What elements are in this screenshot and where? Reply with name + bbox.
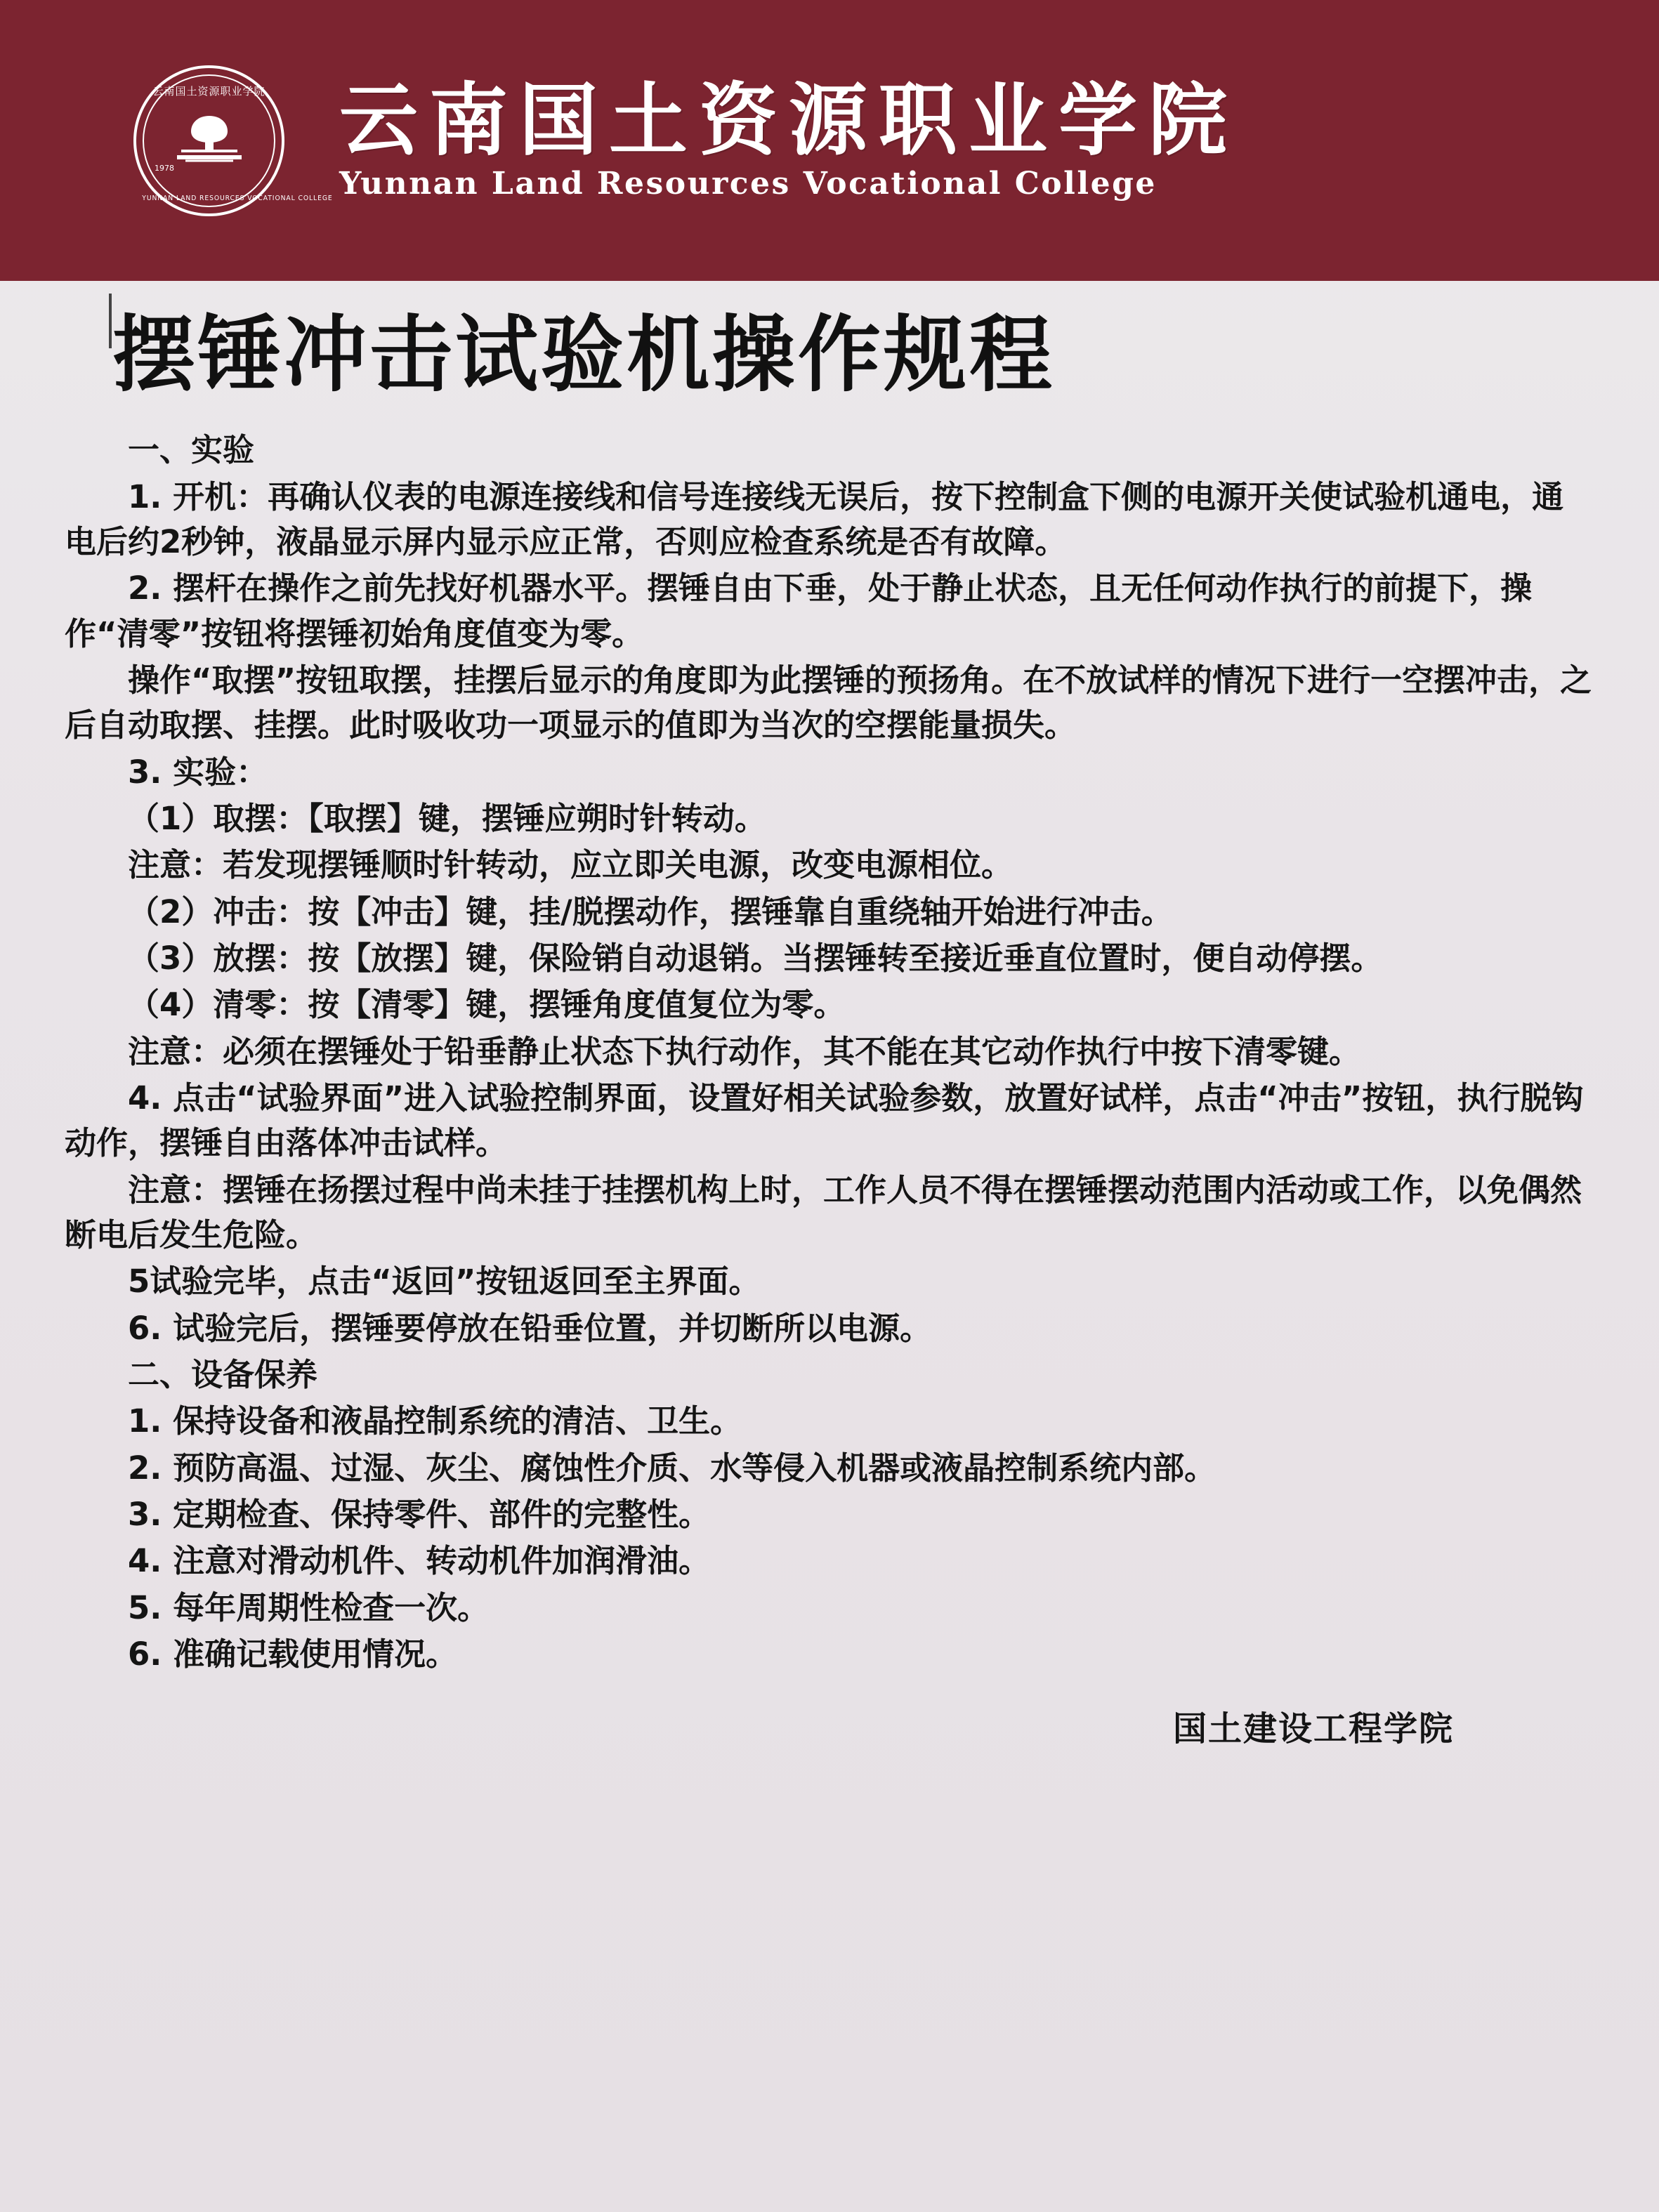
body-paragraph: 5试验完毕，点击“返回”按钮返回至主界面。 <box>128 1263 761 1301</box>
body-paragraph: 1. 保持设备和液晶控制系统的清洁、卫生。 <box>128 1402 742 1440</box>
header-band <box>0 0 1659 281</box>
college-logo <box>133 65 333 216</box>
body-paragraph: 2. 预防高温、过湿、灰尘、腐蚀性介质、水等侵入机器或液晶控制系统内部。 <box>128 1449 1217 1487</box>
body-paragraph: （2）冲击：按【冲击】键，挂/脱摆动作，摆锤靠自重绕轴开始进行冲击。 <box>128 893 1173 930</box>
logo-emblem-icon <box>171 110 247 171</box>
title-tick-mark <box>109 294 112 348</box>
body-paragraph: 操作“取摆”按钮取摆，挂摆后显示的角度即为此摆锤的预扬角。在不放试样的情况下进行一空摆冲击，之后自动取摆、挂摆。此时吸收功一项显示的值即为当次的空摆能量损失。 <box>65 661 1592 744</box>
logo-ring-text-top: 云南国土资源职业学院 <box>152 84 265 98</box>
body-paragraph: 4. 点击“试验界面”进入试验控制界面，设置好相关试验参数，放置好试样，点击“冲击”按钮，执行脱钩动作，摆锤自由落体冲击试样。 <box>65 1079 1584 1162</box>
college-name-cn: 云南国土资源职业学院 <box>339 74 1238 166</box>
college-title-block <box>339 74 1238 202</box>
body-paragraph: （1）取摆：【取摆】键，摆锤应朔时针转动。 <box>128 799 766 837</box>
body-paragraph: 注意：摆锤在扬摆过程中尚未挂于挂摆机构上时，工作人员不得在摆锤摆动范围内活动或工作，以免偶然断电后发生危险。 <box>65 1171 1582 1254</box>
body-paragraph: （3）放摆：按【放摆】键，保险销自动退销。当摆锤转至接近垂直位置时，便自动停摆。 <box>128 940 1383 977</box>
footer-department: 国土建设工程学院 <box>1172 1709 1454 1749</box>
body-paragraph: 一、实验 <box>128 431 255 469</box>
college-name-en: Yunnan Land Resources Vocational College <box>339 166 1157 202</box>
body-paragraph: 注意：若发现摆锤顺时针转动，应立即关电源，改变电源相位。 <box>128 846 1014 884</box>
body-paragraph: （4）清零：按【清零】键，摆锤角度值复位为零。 <box>128 986 846 1024</box>
logo-ring-text-bottom: YUNNAN LAND RESOURCES VOCATIONAL COLLEGE <box>142 194 333 202</box>
body-paragraph: 1. 开机：再确认仪表的电源连接线和信号连接线无误后，按下控制盒下侧的电源开关使试验机通电，通电后约2秒钟，液晶显示屏内显示应正常，否则应检查系统是否有故障。 <box>65 478 1564 560</box>
page-title: 摆锤冲击试验机操作规程 <box>112 306 1056 403</box>
body-paragraph: 3. 定期检查、保持零件、部件的完整性。 <box>128 1496 711 1534</box>
body-paragraph: 5. 每年周期性检查一次。 <box>128 1588 490 1626</box>
logo-year: 1978 <box>155 163 174 173</box>
document-body <box>65 428 1594 1677</box>
body-paragraph: 6. 准确记载使用情况。 <box>128 1635 458 1673</box>
main-title-wrap <box>0 306 1659 404</box>
body-paragraph: 2. 摆杆在操作之前先找好机器水平。摆锤自由下垂，处于静止状态，且无任何动作执行的前提下，操作“清零”按钮将摆锤初始角度值变为零。 <box>65 570 1533 652</box>
body-paragraph: 6. 试验完后，摆锤要停放在铅垂位置，并切断所以电源。 <box>128 1309 932 1347</box>
body-paragraph: 3. 实验： <box>128 753 268 791</box>
body-paragraph: 注意：必须在摆锤处于铅垂静止状态下执行动作，其不能在其它动作执行中按下清零键。 <box>128 1032 1361 1070</box>
body-paragraph: 4. 注意对滑动机件、转动机件加润滑油。 <box>128 1542 711 1580</box>
body-paragraph: 二、设备保养 <box>128 1356 318 1394</box>
